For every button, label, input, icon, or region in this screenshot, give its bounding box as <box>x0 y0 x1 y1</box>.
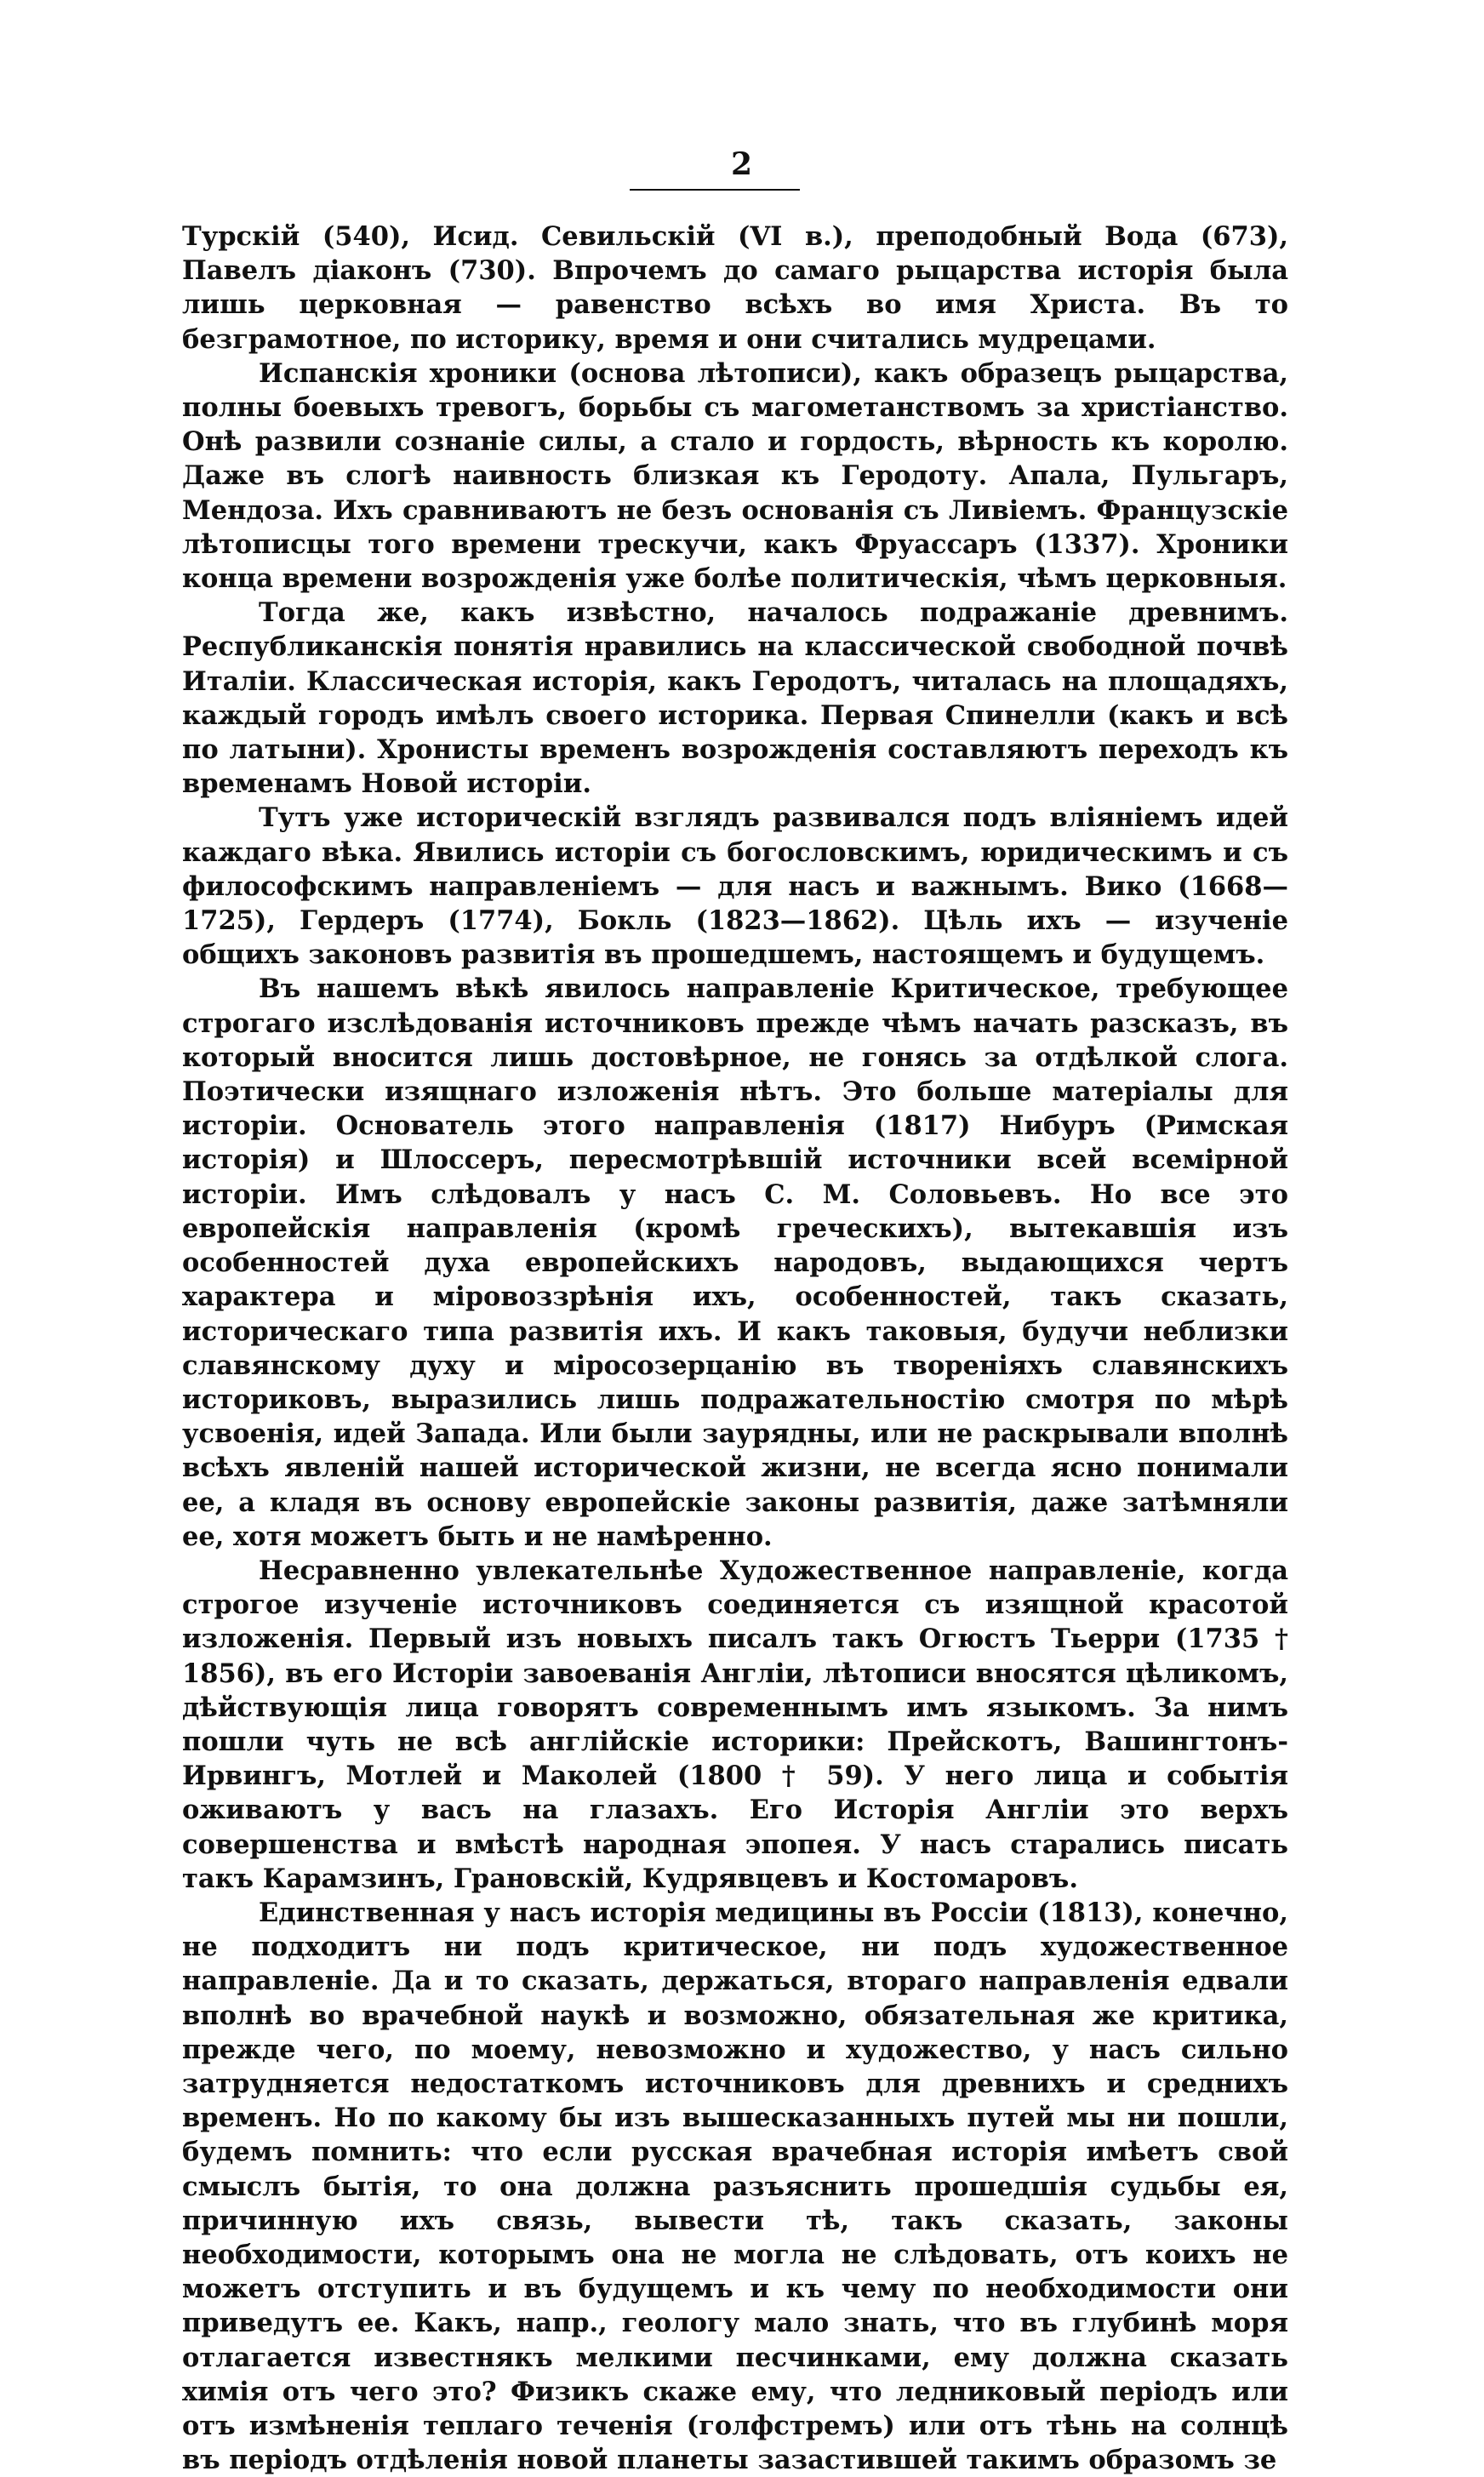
page-number: 2 <box>730 146 754 182</box>
paragraph: Несравненно увлекательнѣе Художественное направленіе, когда строгое изученіе источниковъ соединяется съ изящной красотой изложенія. Первый изъ новыхъ писалъ такъ Огюстъ Тьерри (1735 † 1856), въ его Исторіи завоеванія Англіи, лѣтописи вносятся цѣликомъ, дѣйствующія лица говорятъ современнымъ имъ языкомъ. За нимъ пошли чуть не всѣ англійскіе историки: Прейскотъ, Вашингтонъ-Ирвингъ, Мотлей и Маколей (1800 † 59). У него лица и событія оживаютъ у васъ на глазахъ. Его Исторія Англіи это верхъ совершенства и вмѣстѣ народная эпопея. У насъ старались писать такъ Карамзинъ, Грановскій, Кудрявцевъ и Костомаровъ. <box>182 1555 1288 1894</box>
paragraph: Въ нашемъ вѣкѣ явилось направленіе Критическое, требующее строгаго изслѣдованія источниковъ прежде чѣмъ начать разсказъ, въ который вносится лишь достовѣрное, не гонясь за отдѣлкой слога. Поэтически изящнаго изложенія нѣтъ. Это больше матеріалы для исторіи. Основатель этого направленія (1817) Нибуръ (Римская исторія) и Шлоссеръ, пересмотрѣвшій источники всей всемірной исторіи. Имъ слѣдовалъ у насъ С. М. Соловьевъ. Но все это европейскія направленія (кромѣ греческихъ), вытекавшія изъ особенностей духа европейскихъ народовъ, выдающихся чертъ характера и міровоззрѣнія ихъ, особенностей, такъ сказать, историческаго типа развитія ихъ. И какъ таковыя, будучи неблизки славянскому духу и міросозерцанію въ твореніяхъ славянскихъ историковъ, выразились лишь подражательностію смотря по мѣрѣ усвоенія, идей Запада. Или были заурядны, или не раскрывали вполнѣ всѣхъ явленій нашей исторической жизни, не всегда ясно понимали ее, а кладя въ основу европейскіе законы развитія, даже затѣмняли ее, хотя можетъ быть и не намѣренно. <box>182 973 1288 1552</box>
paragraph: Тогда же, какъ извѣстно, началось подражаніе древнимъ. Республиканскія понятія нравились на классической свободной почвѣ Италіи. Классическая исторія, какъ Геродотъ, читалась на площадяхъ, каждый городъ имѣлъ своего историка. Первая Спинелли (какъ и всѣ по латыни). Хронисты временъ возрожденія составляютъ переходъ къ временамъ Новой исторіи. <box>182 597 1288 800</box>
paragraph: Испанскія хроники (основа лѣтописи), какъ образецъ рыцарства, полны боевыхъ тревогъ, борьбы съ магометанствомъ за христіанство. Онѣ развили сознаніе силы, а стало и гордость, вѣрность къ королю. Даже въ слогѣ наивность близкая къ Геродоту. Апала, Пульгаръ, Мендоза. Ихъ сравниваютъ не безъ основанія съ Ливіемъ. Французскіе лѣтописцы того времени трескучи, какъ Фруассаръ (1337). Хроники конца времени возрожденія уже болѣе политическія, чѣмъ церковныя. <box>182 357 1288 595</box>
paragraph: Тутъ уже историческій взглядъ развивался подъ вліяніемъ идей каждаго вѣка. Явились исторіи съ богословскимъ, юридическимъ и съ философскимъ направленіемъ — для насъ и важнымъ. Вико (1668—1725), Гердеръ (1774), Бокль (1823—1862). Цѣль ихъ — изученіе общихъ законовъ развитія въ прошедшемъ, настоящемъ и будущемъ. <box>182 802 1288 971</box>
header-rule <box>630 189 800 191</box>
paragraph: Единственная у насъ исторія медицины въ Россіи (1813), конечно, не подходитъ ни подъ критическое, ни подъ художественное направленіе. Да и то сказать, держаться, втораго направленія едвали вполнѣ во врачебной наукѣ и возможно, обязательная же критика, прежде чего, по моему, невозможно и художество, у насъ сильно затрудняется недостаткомъ источниковъ для древнихъ и среднихъ временъ. Но по какому бы изъ вышесказанныхъ путей мы ни пошли, будемъ помнить: что если русская врачебная исторія имѣетъ свой смыслъ бытія, то она должна разъяснить прошедшія судьбы ея, причинную ихъ связь, вывести тѣ, такъ сказать, законы необходимости, которымъ она не могла не слѣдовать, отъ коихъ не можетъ отступить и въ будущемъ и къ чему по необходимости они приведутъ ее. Какъ, напр., геологу мало знать, что въ глубинѣ моря отлагается известнякъ мелкими песчинками, ему должна сказать химія отъ чего это? Физикъ скаже ему, что ледниковый періодъ или отъ измѣненія теплаго теченія (голфстремъ) или отъ тѣнь на солнцѣ въ періодъ отдѣленія новой планеты зазастившей такимъ образомъ зе <box>182 1897 1288 2476</box>
paragraph: Турскій (540), Исид. Севильскій (VI в.), преподобный Вода (673), Павелъ діаконъ (730). Впрочемъ до самаго рыцарства исторія была лишь церковная — равенство всѣхъ во имя Христа. Въ то безграмотное, по историку, время и они считались мудрецами. <box>182 221 1288 355</box>
body-text <box>182 220 1288 2477</box>
